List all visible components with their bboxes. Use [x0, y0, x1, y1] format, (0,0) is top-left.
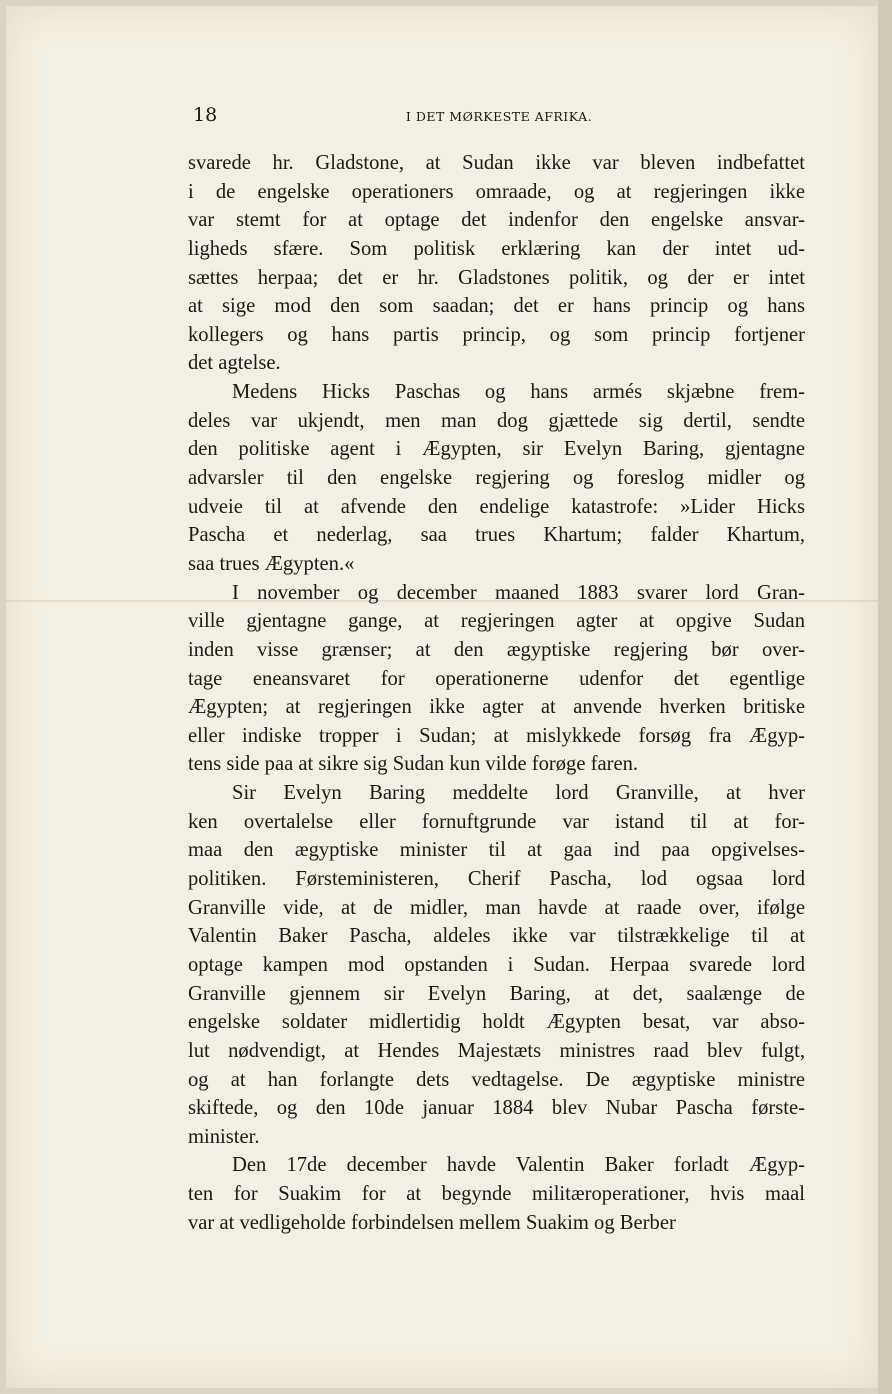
- text-line: deles var ukjendt, men man dog gjættede sig dertil, sendte: [188, 409, 805, 432]
- text-line: svarede hr. Gladstone, at Sudan ikke var bleven indbefattet: [188, 152, 805, 174]
- text-line: udveie til at afvende den endelige katastrofe: »Lider Hicks: [188, 495, 805, 518]
- text-line: Ægypten; at regjeringen ikke agter at anvende hverken britiske: [188, 696, 805, 719]
- body-text: [188, 149, 805, 1237]
- text-line: ken overtalelse eller fornuftgrunde var istand til at for-: [188, 810, 805, 833]
- text-line: eller indiske tropper i Sudan; at mislykkede forsøg fra Ægyp-: [188, 724, 805, 747]
- paragraph: [188, 579, 805, 779]
- text-line: tage eneansvaret for operationerne udenfor det egentlige: [188, 667, 805, 690]
- page-number: 18: [193, 104, 218, 126]
- paragraph: [188, 779, 805, 1151]
- text-line: saa trues Ægypten.«: [188, 552, 355, 575]
- text-line: Den 17de december havde Valentin Baker forladt Ægyp-: [232, 1154, 805, 1177]
- text-line: tens side paa at sikre sig Sudan kun vilde forøge faren.: [188, 753, 639, 776]
- text-line: var at vedligeholde forbindelsen mellem Suakim og Berber: [188, 1211, 676, 1234]
- text-line: sættes herpaa; det er hr. Gladstones politik, og der er intet: [188, 266, 805, 289]
- text-line: ten for Suakim for at begynde militæroperationer, hvis maal: [188, 1183, 805, 1206]
- text-line: var stemt for at optage det indenfor den engelske ansvar-: [188, 209, 805, 232]
- page-header: [193, 104, 805, 130]
- page-edge: [878, 0, 892, 1394]
- text-line: skiftede, og den 10de januar 1884 blev Nubar Pascha første-: [188, 1097, 805, 1120]
- text-line: inden visse grænser; at den ægyptiske regjering bør over-: [188, 638, 805, 661]
- text-line: det agtelse.: [188, 352, 281, 375]
- paragraph: [188, 378, 805, 578]
- text-line: at sige mod den som saadan; det er hans princip og hans: [188, 295, 805, 318]
- text-line: i de engelske operationers omraade, og at regjeringen ikke: [188, 180, 805, 203]
- text-line: Valentin Baker Pascha, aldeles ikke var tilstrækkelige til at: [188, 925, 805, 948]
- text-line: Granville vide, at de midler, man havde at raade over, ifølge: [188, 896, 805, 919]
- text-line: den politiske agent i Ægypten, sir Evelyn Baring, gjentagne: [188, 438, 805, 461]
- text-line: minister.: [188, 1125, 260, 1148]
- text-line: og at han forlangte dets vedtagelse. De ægyptiske ministre: [188, 1068, 805, 1091]
- text-line: optage kampen mod opstanden i Sudan. Herpaa svarede lord: [188, 953, 805, 976]
- text-line: ville gjentagne gange, at regjeringen agter at opgive Sudan: [188, 610, 805, 633]
- text-line: Granville gjennem sir Evelyn Baring, at det, saalænge de: [188, 982, 805, 1005]
- paragraph: [188, 1151, 805, 1237]
- paragraph: [188, 149, 805, 378]
- text-line: politiken. Førsteministeren, Cherif Pascha, lod ogsaa lord: [188, 868, 805, 891]
- text-line: advarsler til den engelske regjering og foreslog midler og: [188, 467, 805, 490]
- text-line: engelske soldater midlertidig holdt Ægypten besat, var abso-: [188, 1011, 805, 1034]
- text-line: Medens Hicks Paschas og hans armés skjæbne frem-: [232, 381, 805, 404]
- running-title: I DET MØRKESTE AFRIKA.: [405, 109, 593, 124]
- text-line: Pascha et nederlag, saa trues Khartum; falder Khartum,: [188, 524, 805, 547]
- text-line: maa den ægyptiske minister til at gaa ind paa opgivelses-: [188, 839, 805, 862]
- text-line: ligheds sfære. Som politisk erklæring kan der intet ud-: [188, 237, 805, 260]
- text-line: I november og december maaned 1883 svarer lord Gran-: [232, 581, 805, 604]
- text-line: kollegers og hans partis princip, og som princip fortjener: [188, 323, 805, 346]
- text-line: lut nødvendigt, at Hendes Majestæts ministres raad blev fulgt,: [188, 1039, 805, 1062]
- text-line: Sir Evelyn Baring meddelte lord Granville, at hver: [232, 782, 805, 805]
